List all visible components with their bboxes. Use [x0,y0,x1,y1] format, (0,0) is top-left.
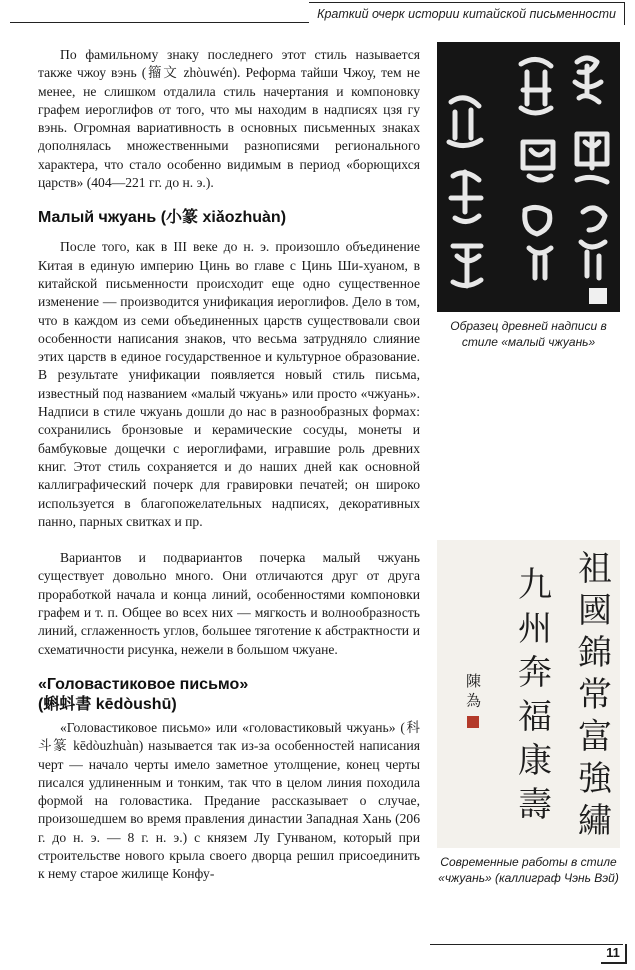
paragraph-2: После того, как в III веке до н. э. произошло объединение Китая в единую империю Цинь во главе с Цинь Ши-хуаном, в китайской письменности происходит еще одно существенное изменение — производится унификация иероглифов. Дело в том, что в каждом из семи объединенных царств существовали свои особенности написания знаков, что весьма затрудняло слияние этих царств в единое государственное и культурное образование. В результате унификации появляется новый стиль письма, известный под названием «малый чжуань» или просто «чжуань». Надписи в стиле чжуань дошли до нас в разнообразных формах: сохранились бронзовые и керамические сосуды, монеты и бамбуковые дощечки с иероглифами, игравшие роль древних книг. Этот стиль сохраняется и до наших дней как основной каллиграфический почерк для гравировки печатей; он широко используется в благопожелательных надписях, декоративных панно, парных свитках и пр. [38,239,420,529]
calligraphy-char: 九 [518,565,552,605]
calligraphy-char: 州 [518,609,552,649]
calligraphy-char: 強 [578,759,612,799]
calligraphy-char: 常 [578,675,612,715]
paragraph-4: «Головастиковое письмо» или «головастиковый чжуань» (科斗篆 kēdòuzhuàn) называется так из-за особенностей написания черт — начало черты имело заметное утолщение, конец черты писался удлиненным и тонким, так что в целом линия походила формой на головастика. Предание рассказывает о случае, произошедшем во время правления династии Западная Хань (206 г. до н. э. — 8 г. н. э.) с князем Лу Гунваном, который при строительстве нового крыла своего дворца решил присоединить к нему старое жилище Конфу- [38,719,420,882]
calligraphy-char: 富 [578,717,612,757]
ancient-inscription-image [437,42,620,312]
calligraphy-char: 國 [578,591,612,631]
heading-tadpole-script: «Головастиковое письмо» [38,675,249,693]
paragraph-3: Вариантов и подвариантов почерка малый чжуань существует довольно много. Они отличаются друг от друга проработкой начала и конца линий, особенностями компоновки графем и т. п. Общее во всех них — мягкость и волнообразность линий, сглаженность углов, большее тяготение к абстрактности и схематичности рисунка, нежели в большом чжуане. [38,550,420,657]
calligraphy-char: 繡 [578,801,612,841]
running-header-title: Краткий очерк истории китайской письменности [309,2,625,25]
calligraphy-char: 祖 [578,549,612,589]
page-number: 11 [601,944,627,964]
calligraphy-char: 奔 [518,653,552,693]
text-column [38,46,420,884]
calligraphy-char: 福 [518,697,552,737]
paragraph-1: По фамильному знаку последнего этот стиль называется также чжоу вэнь (籀文 zhòuwén). Реформа тайши Чжоу, тем не менее, не слишком отдалила стиль начертания и компоновку графем иероглифов от того, что мы находим в надписях цзя гу вэнь. Огромная вариативность в основных письменных знаках дополнялась множественными разнописями регионального характера, что стало особенно видимым в период «борющихся царств» (404—221 гг. до н. э.). [38,47,420,191]
calligraphy-char: 錦 [578,633,612,673]
footer-rule [430,944,623,945]
caption-ancient-inscription: Образец древней надписи в стиле «малый чжуань» [450,319,607,349]
modern-calligraphy-image [437,540,620,848]
calligraphy-char: 康 [518,741,552,781]
heading-small-zhuan: Малый чжуань (小篆 xiǎozhuàn) [38,209,287,227]
seal-stamp [467,716,479,728]
running-header [0,0,635,30]
calligraphy-char: 壽 [518,785,552,825]
heading-tadpole-script-chinese: (蝌蚪書 kēdòushū) [38,695,177,713]
calligraphy-signature: 陳 為 [464,672,482,708]
caption-modern-calligraphy: Современные работы в стиле «чжуань» (каллиграф Чэнь Вэй) [438,855,619,885]
